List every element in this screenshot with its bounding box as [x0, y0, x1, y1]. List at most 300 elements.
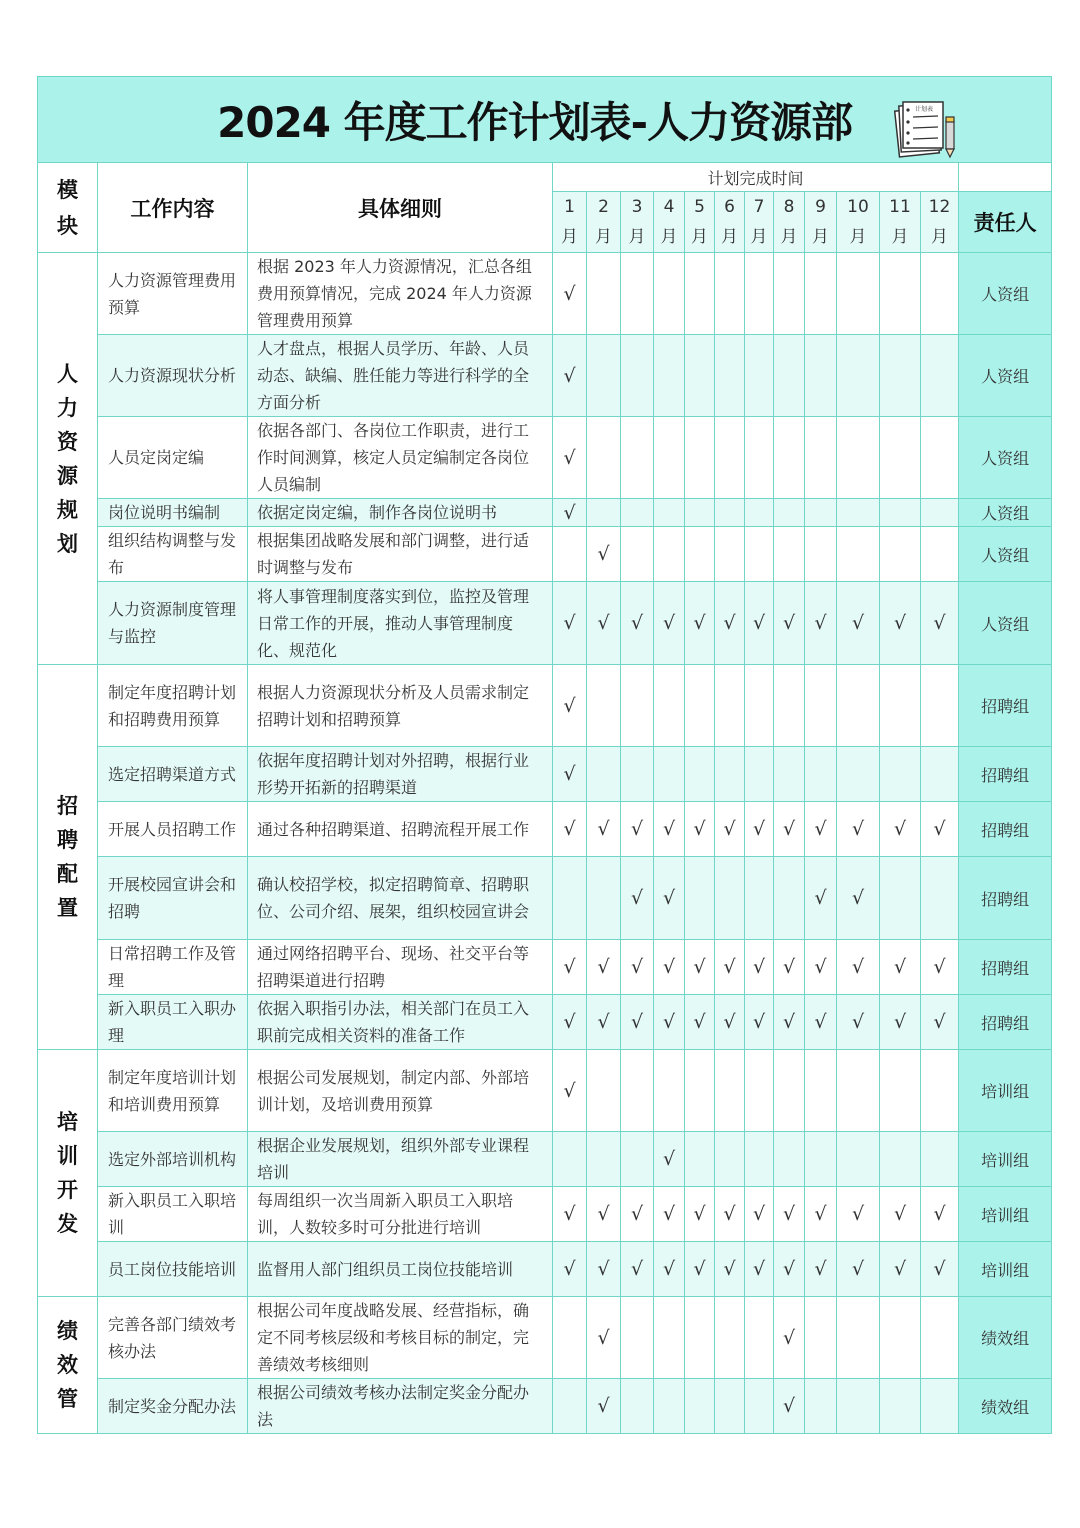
check-mark-icon: √ [752, 818, 766, 840]
month-cell-7 [745, 1242, 774, 1297]
month-cell-6 [715, 940, 745, 995]
month-cell-8 [774, 253, 805, 335]
header-month-1 [553, 192, 587, 253]
month-cell-5 [685, 582, 715, 665]
month-cell-10 [837, 1379, 880, 1434]
check-mark-icon: √ [597, 956, 610, 978]
month-cell-12 [921, 940, 959, 995]
month-cell-11 [880, 582, 921, 665]
month-cell-12 [921, 1050, 959, 1132]
month-cell-3 [621, 747, 654, 802]
task-cell: 人力资源现状分析 [98, 335, 248, 417]
check-mark-icon: √ [630, 818, 644, 840]
owner-cell: 绩效组 [959, 1379, 1052, 1434]
check-mark-icon: √ [630, 1258, 644, 1280]
month-cell-10 [837, 747, 880, 802]
month-unit: 月 [628, 227, 646, 247]
month-cell-1 [553, 1379, 587, 1434]
detail-cell: 通过各种招聘渠道、招聘流程开展工作 [248, 802, 553, 857]
task-cell: 开展校园宣讲会和招聘 [98, 857, 248, 940]
table-row [38, 747, 1052, 802]
month-cell-1 [553, 1297, 587, 1379]
month-unit: 月 [849, 227, 867, 247]
month-cell-4 [654, 1132, 685, 1187]
check-mark-icon: √ [814, 1011, 827, 1033]
check-mark-icon: √ [933, 1258, 946, 1280]
month-cell-5 [685, 253, 715, 335]
month-cell-4 [654, 665, 685, 747]
detail-cell: 依据入职指引办法，相关部门在员工入职前完成相关资料的准备工作 [248, 995, 553, 1050]
month-cell-3 [621, 417, 654, 499]
check-mark-icon: √ [814, 956, 827, 978]
month-cell-5 [685, 335, 715, 417]
owner-cell: 人资组 [959, 527, 1052, 582]
month-cell-10 [837, 335, 880, 417]
check-mark-icon: √ [752, 612, 766, 634]
table-row [38, 527, 1052, 582]
check-mark-icon: √ [933, 1203, 946, 1225]
owner-cell: 培训组 [959, 1050, 1052, 1132]
task-cell: 新入职员工入职办理 [98, 995, 248, 1050]
month-cell-1 [553, 527, 587, 582]
month-cell-3 [621, 582, 654, 665]
month-number: 1 [564, 197, 575, 217]
month-cell-6 [715, 857, 745, 940]
month-cell-10 [837, 665, 880, 747]
month-cell-1 [553, 253, 587, 335]
month-cell-12 [921, 1242, 959, 1297]
header-owner: 责任人 [959, 192, 1052, 253]
month-cell-6 [715, 582, 745, 665]
month-cell-6 [715, 1297, 745, 1379]
month-cell-1 [553, 499, 587, 527]
month-unit: 月 [812, 227, 829, 247]
header-month-12 [921, 192, 959, 253]
module-cell: 绩 效 管 [38, 1297, 98, 1434]
month-cell-7 [745, 802, 774, 857]
month-cell-8 [774, 1242, 805, 1297]
month-cell-8 [774, 1379, 805, 1434]
page-title: 2024 年度工作计划表-人力资源部 [217, 97, 853, 147]
check-mark-icon: √ [563, 364, 576, 387]
detail-cell: 通过网络招聘平台、现场、社交平台等招聘渠道进行招聘 [248, 940, 553, 995]
check-mark-icon: √ [814, 818, 827, 840]
check-mark-icon: √ [693, 612, 706, 634]
task-cell: 人力资源管理费用预算 [98, 253, 248, 335]
check-mark-icon: √ [662, 956, 676, 978]
month-cell-5 [685, 417, 715, 499]
month-unit: 月 [721, 227, 738, 247]
task-cell: 组织结构调整与发布 [98, 527, 248, 582]
task-cell: 选定招聘渠道方式 [98, 747, 248, 802]
month-cell-6 [715, 1050, 745, 1132]
month-cell-4 [654, 857, 685, 940]
month-cell-1 [553, 335, 587, 417]
clipboard-plan-icon [893, 99, 959, 159]
month-cell-9 [805, 417, 837, 499]
month-cell-1 [553, 857, 587, 940]
check-mark-icon: √ [723, 818, 736, 840]
month-cell-1 [553, 747, 587, 802]
month-cell-7 [745, 1297, 774, 1379]
detail-cell: 监督用人部门组织员工岗位技能培训 [248, 1242, 553, 1297]
month-cell-8 [774, 802, 805, 857]
detail-cell: 根据公司年度战略发展、经营指标，确定不同考核层级和考核目标的制定，完善绩效考核细则 [248, 1297, 553, 1379]
month-cell-9 [805, 995, 837, 1050]
month-cell-12 [921, 665, 959, 747]
task-cell: 制定奖金分配办法 [98, 1379, 248, 1434]
month-cell-7 [745, 940, 774, 995]
owner-cell: 培训组 [959, 1132, 1052, 1187]
month-cell-12 [921, 995, 959, 1050]
detail-cell: 根据集团战略发展和部门调整，进行适时调整与发布 [248, 527, 553, 582]
month-cell-6 [715, 417, 745, 499]
month-unit: 月 [691, 227, 708, 247]
table-row [38, 995, 1052, 1050]
month-number: 7 [753, 197, 765, 217]
month-cell-4 [654, 335, 685, 417]
month-cell-5 [685, 1050, 715, 1132]
month-cell-1 [553, 802, 587, 857]
month-cell-8 [774, 1132, 805, 1187]
check-mark-icon: √ [693, 956, 706, 978]
month-cell-11 [880, 802, 921, 857]
month-number: 8 [783, 197, 795, 217]
month-cell-11 [880, 1379, 921, 1434]
month-cell-10 [837, 857, 880, 940]
check-mark-icon: √ [893, 956, 907, 978]
header-month-5 [685, 192, 715, 253]
month-cell-11 [880, 1187, 921, 1242]
month-cell-10 [837, 802, 880, 857]
header-month-3 [621, 192, 654, 253]
month-cell-3 [621, 253, 654, 335]
month-cell-9 [805, 1187, 837, 1242]
detail-cell: 每周组织一次当周新入职员工入职培训，人数较多时可分批进行培训 [248, 1187, 553, 1242]
check-mark-icon: √ [851, 612, 865, 634]
month-cell-9 [805, 857, 837, 940]
month-cell-5 [685, 857, 715, 940]
month-cell-11 [880, 1297, 921, 1379]
check-mark-icon: √ [782, 818, 796, 840]
month-cell-2 [587, 527, 621, 582]
table-row [38, 499, 1052, 527]
month-cell-11 [880, 1132, 921, 1187]
month-number: 2 [598, 197, 609, 217]
title-cell [38, 77, 1052, 163]
header-blank [959, 163, 1052, 192]
check-mark-icon: √ [662, 818, 676, 840]
month-cell-5 [685, 747, 715, 802]
check-mark-icon: √ [597, 1258, 610, 1280]
owner-cell: 招聘组 [959, 747, 1052, 802]
detail-cell: 依据各部门、各岗位工作职责，进行工作时间测算，核定人员定编制定各岗位人员编制 [248, 417, 553, 499]
owner-cell: 招聘组 [959, 802, 1052, 857]
month-cell-8 [774, 1050, 805, 1132]
task-cell: 人力资源制度管理与监控 [98, 582, 248, 665]
check-mark-icon: √ [563, 612, 576, 634]
header-detail: 具体细则 [248, 163, 553, 253]
check-mark-icon: √ [662, 887, 676, 909]
month-cell-4 [654, 1297, 685, 1379]
month-cell-2 [587, 499, 621, 527]
month-cell-1 [553, 1132, 587, 1187]
module-cell: 培 训 开 发 [38, 1050, 98, 1297]
task-cell: 制定年度招聘计划和招聘费用预算 [98, 665, 248, 747]
header-month-2 [587, 192, 621, 253]
month-cell-10 [837, 1187, 880, 1242]
owner-cell: 人资组 [959, 582, 1052, 665]
month-cell-1 [553, 1187, 587, 1242]
month-cell-7 [745, 1132, 774, 1187]
month-cell-11 [880, 527, 921, 582]
check-mark-icon: √ [851, 818, 865, 840]
month-number: 3 [631, 197, 643, 217]
month-unit: 月 [660, 227, 678, 247]
check-mark-icon: √ [893, 1011, 907, 1033]
check-mark-icon: √ [597, 612, 610, 634]
month-cell-6 [715, 995, 745, 1050]
check-mark-icon: √ [630, 1203, 644, 1225]
month-cell-1 [553, 582, 587, 665]
month-cell-7 [745, 499, 774, 527]
month-cell-12 [921, 1132, 959, 1187]
detail-cell: 将人事管理制度落实到位，监控及管理日常工作的开展，推动人事管理制度化、规范化 [248, 582, 553, 665]
month-cell-5 [685, 802, 715, 857]
table-row [38, 940, 1052, 995]
check-mark-icon: √ [723, 956, 736, 978]
month-cell-2 [587, 335, 621, 417]
month-cell-6 [715, 253, 745, 335]
check-mark-icon: √ [597, 1395, 610, 1417]
month-cell-12 [921, 417, 959, 499]
month-cell-11 [880, 995, 921, 1050]
month-cell-10 [837, 940, 880, 995]
check-mark-icon: √ [563, 1011, 576, 1033]
check-mark-icon: √ [563, 1079, 576, 1102]
month-number: 9 [815, 197, 826, 217]
owner-cell: 人资组 [959, 253, 1052, 335]
month-cell-4 [654, 1379, 685, 1434]
month-cell-3 [621, 1132, 654, 1187]
month-cell-10 [837, 1242, 880, 1297]
check-mark-icon: √ [630, 887, 644, 909]
month-cell-7 [745, 527, 774, 582]
month-unit: 月 [595, 227, 612, 247]
month-cell-10 [837, 1050, 880, 1132]
month-cell-6 [715, 527, 745, 582]
month-unit: 月 [931, 227, 948, 247]
header-month-9 [805, 192, 837, 253]
month-cell-3 [621, 1297, 654, 1379]
month-cell-5 [685, 1242, 715, 1297]
month-cell-2 [587, 1379, 621, 1434]
check-mark-icon: √ [851, 1258, 865, 1280]
month-cell-7 [745, 1050, 774, 1132]
month-cell-12 [921, 582, 959, 665]
month-cell-5 [685, 940, 715, 995]
header-row-1 [38, 163, 1052, 192]
month-cell-6 [715, 1242, 745, 1297]
detail-cell: 根据人力资源现状分析及人员需求制定招聘计划和招聘预算 [248, 665, 553, 747]
month-cell-3 [621, 1379, 654, 1434]
header-plan-time: 计划完成时间 [553, 163, 959, 192]
module-cell: 人 力 资 源 规 划 [38, 253, 98, 665]
check-mark-icon: √ [814, 1203, 827, 1225]
month-cell-8 [774, 527, 805, 582]
check-mark-icon: √ [782, 612, 796, 634]
month-cell-10 [837, 995, 880, 1050]
month-cell-2 [587, 747, 621, 802]
month-cell-9 [805, 1297, 837, 1379]
task-cell: 完善各部门绩效考核办法 [98, 1297, 248, 1379]
month-cell-6 [715, 665, 745, 747]
month-cell-4 [654, 747, 685, 802]
check-mark-icon: √ [563, 1203, 576, 1225]
month-cell-1 [553, 665, 587, 747]
table-row [38, 1379, 1052, 1434]
check-mark-icon: √ [782, 1203, 796, 1225]
owner-cell: 绩效组 [959, 1297, 1052, 1379]
header-task: 工作内容 [98, 163, 248, 253]
month-cell-2 [587, 995, 621, 1050]
check-mark-icon: √ [563, 282, 576, 305]
month-cell-10 [837, 527, 880, 582]
month-cell-10 [837, 582, 880, 665]
month-cell-10 [837, 1297, 880, 1379]
month-cell-8 [774, 995, 805, 1050]
month-cell-7 [745, 335, 774, 417]
month-cell-5 [685, 995, 715, 1050]
check-mark-icon: √ [563, 818, 576, 840]
owner-cell: 招聘组 [959, 995, 1052, 1050]
month-cell-11 [880, 253, 921, 335]
month-cell-7 [745, 995, 774, 1050]
check-mark-icon: √ [597, 1203, 610, 1225]
month-cell-7 [745, 1379, 774, 1434]
table-row [38, 857, 1052, 940]
month-cell-12 [921, 747, 959, 802]
month-cell-9 [805, 747, 837, 802]
check-mark-icon: √ [752, 956, 766, 978]
month-cell-10 [837, 499, 880, 527]
detail-cell: 根据企业发展规划，组织外部专业课程培训 [248, 1132, 553, 1187]
check-mark-icon: √ [563, 1258, 576, 1280]
check-mark-icon: √ [782, 1011, 796, 1033]
check-mark-icon: √ [814, 887, 827, 909]
work-plan-table [37, 76, 1052, 1434]
table-row [38, 253, 1052, 335]
month-cell-9 [805, 1379, 837, 1434]
month-cell-2 [587, 1242, 621, 1297]
owner-cell: 人资组 [959, 335, 1052, 417]
month-cell-3 [621, 499, 654, 527]
month-cell-7 [745, 582, 774, 665]
month-cell-11 [880, 665, 921, 747]
month-cell-6 [715, 1187, 745, 1242]
table-row [38, 1050, 1052, 1132]
month-cell-9 [805, 1050, 837, 1132]
owner-cell: 招聘组 [959, 665, 1052, 747]
check-mark-icon: √ [723, 1258, 736, 1280]
check-mark-icon: √ [933, 612, 946, 634]
work-plan-sheet [37, 76, 1051, 1434]
detail-cell: 依据定岗定编，制作各岗位说明书 [248, 499, 553, 527]
month-cell-7 [745, 665, 774, 747]
check-mark-icon: √ [893, 1258, 907, 1280]
month-cell-11 [880, 940, 921, 995]
month-cell-4 [654, 1242, 685, 1297]
month-unit: 月 [780, 227, 798, 247]
check-mark-icon: √ [933, 818, 946, 840]
month-cell-4 [654, 802, 685, 857]
table-row [38, 1297, 1052, 1379]
month-cell-9 [805, 940, 837, 995]
month-cell-8 [774, 582, 805, 665]
month-unit: 月 [750, 227, 768, 247]
month-cell-8 [774, 857, 805, 940]
month-cell-1 [553, 940, 587, 995]
month-cell-3 [621, 857, 654, 940]
month-cell-6 [715, 747, 745, 802]
month-cell-7 [745, 253, 774, 335]
check-mark-icon: √ [662, 1258, 676, 1280]
month-cell-2 [587, 940, 621, 995]
check-mark-icon: √ [693, 1258, 706, 1280]
task-cell: 制定年度培训计划和培训费用预算 [98, 1050, 248, 1132]
month-cell-8 [774, 417, 805, 499]
check-mark-icon: √ [782, 1258, 796, 1280]
table-row [38, 802, 1052, 857]
check-mark-icon: √ [693, 1011, 706, 1033]
table-row [38, 335, 1052, 417]
month-cell-1 [553, 1242, 587, 1297]
month-unit: 月 [891, 227, 909, 247]
month-cell-2 [587, 253, 621, 335]
month-number: 4 [663, 197, 675, 217]
check-mark-icon: √ [563, 763, 576, 785]
header-month-11 [880, 192, 921, 253]
check-mark-icon: √ [723, 612, 736, 634]
month-cell-4 [654, 1187, 685, 1242]
header-month-6 [715, 192, 745, 253]
month-cell-6 [715, 1379, 745, 1434]
task-cell: 岗位说明书编制 [98, 499, 248, 527]
check-mark-icon: √ [723, 1011, 736, 1033]
month-number: 10 [847, 197, 869, 217]
month-cell-5 [685, 1187, 715, 1242]
month-cell-8 [774, 940, 805, 995]
month-cell-9 [805, 527, 837, 582]
month-cell-8 [774, 747, 805, 802]
detail-cell: 根据公司发展规划，制定内部、外部培训计划，及培训费用预算 [248, 1050, 553, 1132]
check-mark-icon: √ [597, 1326, 610, 1349]
check-mark-icon: √ [814, 1258, 827, 1280]
table-row [38, 665, 1052, 747]
month-cell-11 [880, 1242, 921, 1297]
owner-cell: 培训组 [959, 1242, 1052, 1297]
month-cell-9 [805, 1242, 837, 1297]
check-mark-icon: √ [851, 887, 865, 909]
month-cell-4 [654, 417, 685, 499]
header-module: 模 块 [38, 163, 98, 253]
month-cell-1 [553, 995, 587, 1050]
month-cell-9 [805, 335, 837, 417]
check-mark-icon: √ [693, 1203, 706, 1225]
check-mark-icon: √ [563, 694, 576, 717]
month-cell-12 [921, 1187, 959, 1242]
month-cell-3 [621, 1050, 654, 1132]
